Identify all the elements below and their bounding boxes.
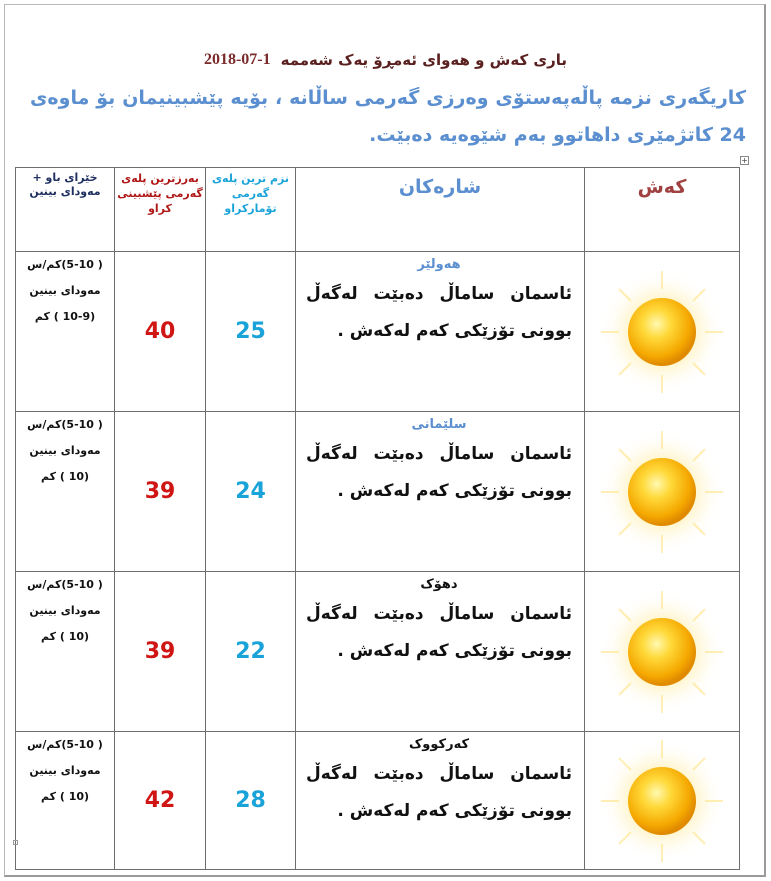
table-row-3 [16, 572, 740, 732]
max-temp-value: 40 [115, 252, 206, 412]
document-date: 2018-07-1 [203, 51, 271, 68]
sun-icon [597, 736, 727, 866]
wind-speed: ( 5-10)کم/س [27, 738, 103, 751]
city-cell [296, 732, 585, 870]
visibility-value: (10 ) کم [40, 630, 90, 643]
sun-icon [597, 587, 727, 717]
table-row-4 [16, 732, 740, 870]
visibility-label: مەودای بینین [29, 764, 101, 777]
weather-icon-cell [585, 412, 740, 572]
weather-icon-cell [585, 252, 740, 412]
header-cities: شارەکان [296, 168, 585, 252]
paragraph-mark [13, 840, 18, 845]
document-title: باری کەش و هەوای ئەمڕۆ یەک شەممە [280, 51, 568, 69]
visibility-value: (10 ) کم [40, 470, 90, 483]
weather-icon-cell [585, 732, 740, 870]
weather-table [15, 167, 740, 870]
document-title-row [0, 48, 771, 72]
min-temp-value: 28 [206, 732, 296, 870]
city-name: دهۆک [420, 577, 458, 592]
city-cell [296, 252, 585, 412]
header-min-temp: نزم ترین پلەی گەرمی تۆمارکراو [206, 168, 296, 252]
max-temp-value: 39 [115, 412, 206, 572]
table-row-2 [16, 412, 740, 572]
sun-icon [597, 267, 727, 397]
header-weather: کەش [585, 168, 740, 252]
wind-speed: ( 5-10)کم/س [27, 578, 103, 591]
city-name: سلێمانی [411, 417, 467, 432]
table-move-handle-icon[interactable]: + [741, 156, 748, 165]
weather-icon-cell [585, 572, 740, 732]
visibility-label: مەودای بینین [29, 284, 101, 297]
weather-description: ئاسمان ساماڵ دەبێت لەگەڵ بوونی تۆزێکی کەم لەکەش . [306, 604, 572, 661]
wind-cell [16, 252, 115, 412]
weather-description: ئاسمان ساماڵ دەبێت لەگەڵ بوونی تۆزێکی کەم لەکەش . [306, 284, 572, 341]
min-temp-value: 24 [206, 412, 296, 572]
header-max-temp: بەرزترین پلەی گەرمی پێشبینی کراو [115, 168, 206, 252]
min-temp-value: 22 [206, 572, 296, 732]
city-name: کەرکووک [408, 737, 470, 752]
visibility-value: (10 ) کم [40, 790, 90, 803]
table-header-row [16, 168, 740, 252]
weather-description: ئاسمان ساماڵ دەبێت لەگەڵ بوونی تۆزێکی کەم لەکەش . [306, 444, 572, 501]
visibility-label: مەودای بینین [29, 604, 101, 617]
city-name: هەولێر [417, 257, 461, 272]
intro-paragraph: کاریگەری نزمە پاڵەپەستۆی وەرزی گەرمی ساڵانە ، بۆیە پێشبینیمان بۆ ماوەی 24 کاتژمێری داهاتوو بەم شێوەیە دەبێت. [30, 87, 746, 146]
max-temp-value: 39 [115, 572, 206, 732]
city-cell [296, 572, 585, 732]
table-row-1 [16, 252, 740, 412]
visibility-label: مەودای بینین [29, 444, 101, 457]
visibility-value: (10-9 ) کم [34, 310, 96, 323]
sun-icon [597, 427, 727, 557]
wind-speed: ( 5-10)کم/س [27, 258, 103, 271]
min-temp-value: 25 [206, 252, 296, 412]
wind-speed: ( 5-10)کم/س [27, 418, 103, 431]
city-cell [296, 412, 585, 572]
wind-cell [16, 572, 115, 732]
weather-description: ئاسمان ساماڵ دەبێت لەگەڵ بوونی تۆزێکی کەم لەکەش . [306, 764, 572, 821]
max-temp-value: 42 [115, 732, 206, 870]
wind-cell [16, 412, 115, 572]
header-wind: خێرای باو + مەودای بینین [16, 168, 115, 252]
wind-cell [16, 732, 115, 870]
